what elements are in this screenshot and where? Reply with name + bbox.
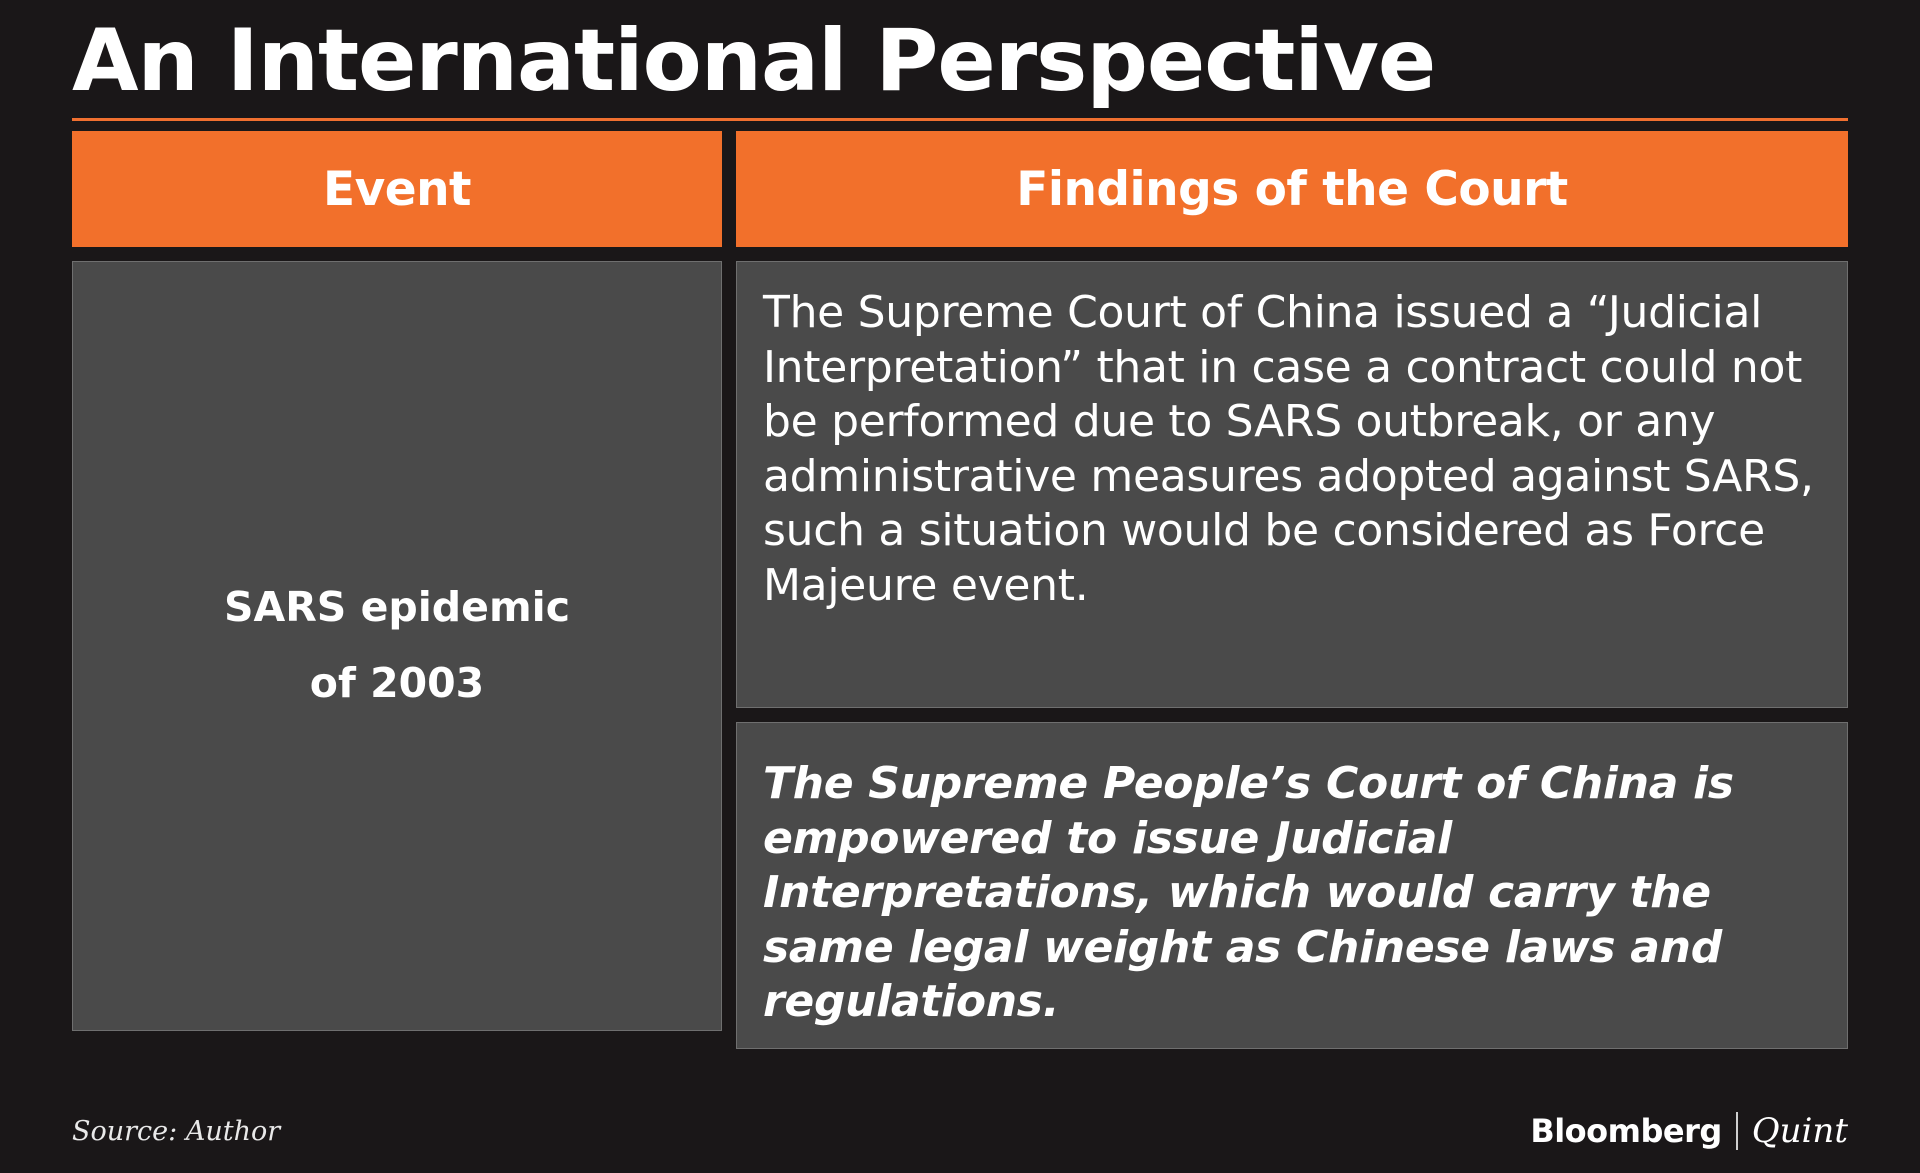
event-cell — [72, 261, 722, 1031]
column-header-findings: Findings of the Court — [736, 131, 1848, 247]
column-header-event: Event — [72, 131, 722, 247]
page-title: An International Perspective — [72, 11, 1436, 111]
finding-note: The Supreme People’s Court of China is empowered to issue Judicial Interpretations, which would carry the same legal weight as Chinese laws and regulations. — [736, 722, 1848, 1049]
brand-quint-text: Quint — [1751, 1111, 1848, 1151]
source-credit: Source: Author — [72, 1115, 281, 1147]
table-header-row — [72, 131, 1848, 247]
comparison-table — [72, 131, 1848, 1031]
finding-primary: The Supreme Court of China issued a “Judicial Interpretation” that in case a contract could not be performed due to SARS outbreak, or any administrative measures adopted against SARS, such a situation would be considered as Force Majeure event. — [736, 261, 1848, 708]
title-divider — [72, 118, 1848, 121]
event-label-line2: of 2003 — [309, 659, 485, 707]
footer — [72, 1095, 1848, 1173]
event-label-line1: SARS epidemic — [223, 583, 571, 632]
table-row — [72, 261, 1848, 1031]
brand-bloomberg-text: Bloomberg — [1530, 1112, 1722, 1150]
brand-separator — [1736, 1112, 1738, 1150]
findings-cell-group — [736, 261, 1848, 1031]
brand-logo — [1530, 1111, 1848, 1151]
